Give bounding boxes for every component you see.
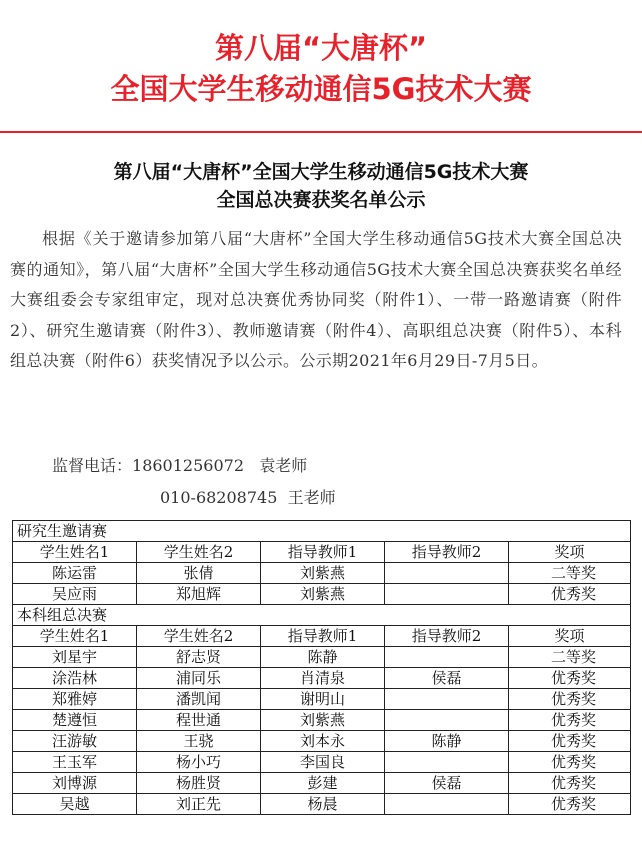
contact-phone-1: 18601256072 [132, 456, 244, 475]
table-cell: 王骁 [137, 731, 261, 752]
table-row [13, 689, 631, 710]
award-cell: 二等奖 [509, 647, 631, 668]
table-cell [385, 752, 509, 773]
award-cell: 优秀奖 [509, 584, 631, 605]
header-divider [0, 131, 642, 133]
table-cell: 王玉军 [13, 752, 137, 773]
table-cell: 刘博源 [13, 773, 137, 794]
table-cell: 侯磊 [385, 773, 509, 794]
table-row [13, 731, 631, 752]
table-cell [385, 794, 509, 815]
table-cell: 张倩 [137, 563, 261, 584]
column-header: 指导教师2 [385, 626, 509, 647]
notice-title [0, 158, 642, 214]
table-cell: 彭建 [261, 773, 385, 794]
table-cell: 郑雅婷 [13, 689, 137, 710]
table-cell: 程世通 [137, 710, 261, 731]
contact-row-1 [52, 450, 336, 482]
notice-title-line1: 第八届“大唐杯”全国大学生移动通信5G技术大赛 [113, 161, 529, 183]
contact-block [52, 450, 336, 514]
award-cell: 优秀奖 [509, 773, 631, 794]
table-cell: 刘紫燕 [261, 710, 385, 731]
table-cell: 吴越 [13, 794, 137, 815]
column-header: 指导教师1 [261, 542, 385, 563]
column-header: 奖项 [509, 542, 631, 563]
award-cell: 优秀奖 [509, 710, 631, 731]
banner-title [0, 28, 642, 110]
column-header: 奖项 [509, 626, 631, 647]
table-row [13, 584, 631, 605]
table-cell: 李国良 [261, 752, 385, 773]
table-row [13, 647, 631, 668]
table-cell: 吴应雨 [13, 584, 137, 605]
notice-body: 根据《关于邀请参加第八届“大唐杯”全国大学生移动通信5G技术大赛全国总决赛的通知》，第八届“大唐杯”全国大学生移动通信5G技术大赛全国总决赛获奖名单经大赛组委会专家组审定，现对总决赛优秀协同奖（附件1）、一带一路邀请赛（附件2）、研究生邀请赛（附件3）、教师邀请赛（附件4）、高职组总决赛（附件5）、本科组总决赛（附件6）获奖情况予以公示。公示期2021年6月29日-7月5日。 [10, 229, 622, 370]
contact-row-2 [52, 482, 336, 514]
table-row [13, 710, 631, 731]
table-cell [385, 563, 509, 584]
header-row [13, 542, 631, 563]
table-cell: 郑旭辉 [137, 584, 261, 605]
table-cell: 刘紫燕 [261, 584, 385, 605]
table-row [13, 668, 631, 689]
notice-title-line2: 全国总决赛获奖名单公示 [216, 189, 426, 211]
table-row [13, 752, 631, 773]
table-cell: 陈运雷 [13, 563, 137, 584]
table-cell [385, 689, 509, 710]
table-cell: 肖清泉 [261, 668, 385, 689]
table-cell: 谢明山 [261, 689, 385, 710]
results-table [12, 520, 631, 815]
table-cell [385, 647, 509, 668]
table-cell: 涂浩林 [13, 668, 137, 689]
header-row [13, 626, 631, 647]
award-cell: 优秀奖 [509, 794, 631, 815]
table-cell: 汪游敏 [13, 731, 137, 752]
banner-title-line2: 全国大学生移动通信5G技术大赛 [110, 72, 532, 106]
table-cell: 潘凯闻 [137, 689, 261, 710]
column-header: 学生姓名2 [137, 542, 261, 563]
award-cell: 优秀奖 [509, 668, 631, 689]
contact-person-1: 袁老师 [259, 456, 308, 475]
column-header: 指导教师2 [385, 542, 509, 563]
section-row [13, 605, 631, 626]
table-row [13, 794, 631, 815]
banner-title-line1: 第八届“大唐杯” [214, 31, 428, 65]
award-cell: 二等奖 [509, 563, 631, 584]
table-cell: 陈静 [261, 647, 385, 668]
table-cell: 杨晨 [261, 794, 385, 815]
column-header: 学生姓名1 [13, 542, 137, 563]
table-cell: 舒志贤 [137, 647, 261, 668]
column-header: 指导教师1 [261, 626, 385, 647]
section-row [13, 521, 631, 542]
table-row [13, 773, 631, 794]
award-cell: 优秀奖 [509, 752, 631, 773]
award-cell: 优秀奖 [509, 689, 631, 710]
table-cell: 杨小巧 [137, 752, 261, 773]
contact-phone-2: 010-68208745 [160, 488, 278, 507]
table-cell: 刘正先 [137, 794, 261, 815]
table-cell: 刘本永 [261, 731, 385, 752]
column-header: 学生姓名2 [137, 626, 261, 647]
column-header: 学生姓名1 [13, 626, 137, 647]
contact-label: 监督电话： [52, 456, 133, 475]
table-cell: 侯磊 [385, 668, 509, 689]
table-cell: 陈静 [385, 731, 509, 752]
table-cell: 刘紫燕 [261, 563, 385, 584]
table-row [13, 563, 631, 584]
table-cell [385, 710, 509, 731]
contact-person-2: 王老师 [287, 488, 336, 507]
table-cell: 杨胜贤 [137, 773, 261, 794]
table-cell: 楚遵恒 [13, 710, 137, 731]
section-title: 研究生邀请赛 [13, 521, 631, 542]
award-cell: 优秀奖 [509, 731, 631, 752]
section-title: 本科组总决赛 [13, 605, 631, 626]
table-cell: 浦同乐 [137, 668, 261, 689]
table-cell: 刘星宇 [13, 647, 137, 668]
table-cell [385, 584, 509, 605]
